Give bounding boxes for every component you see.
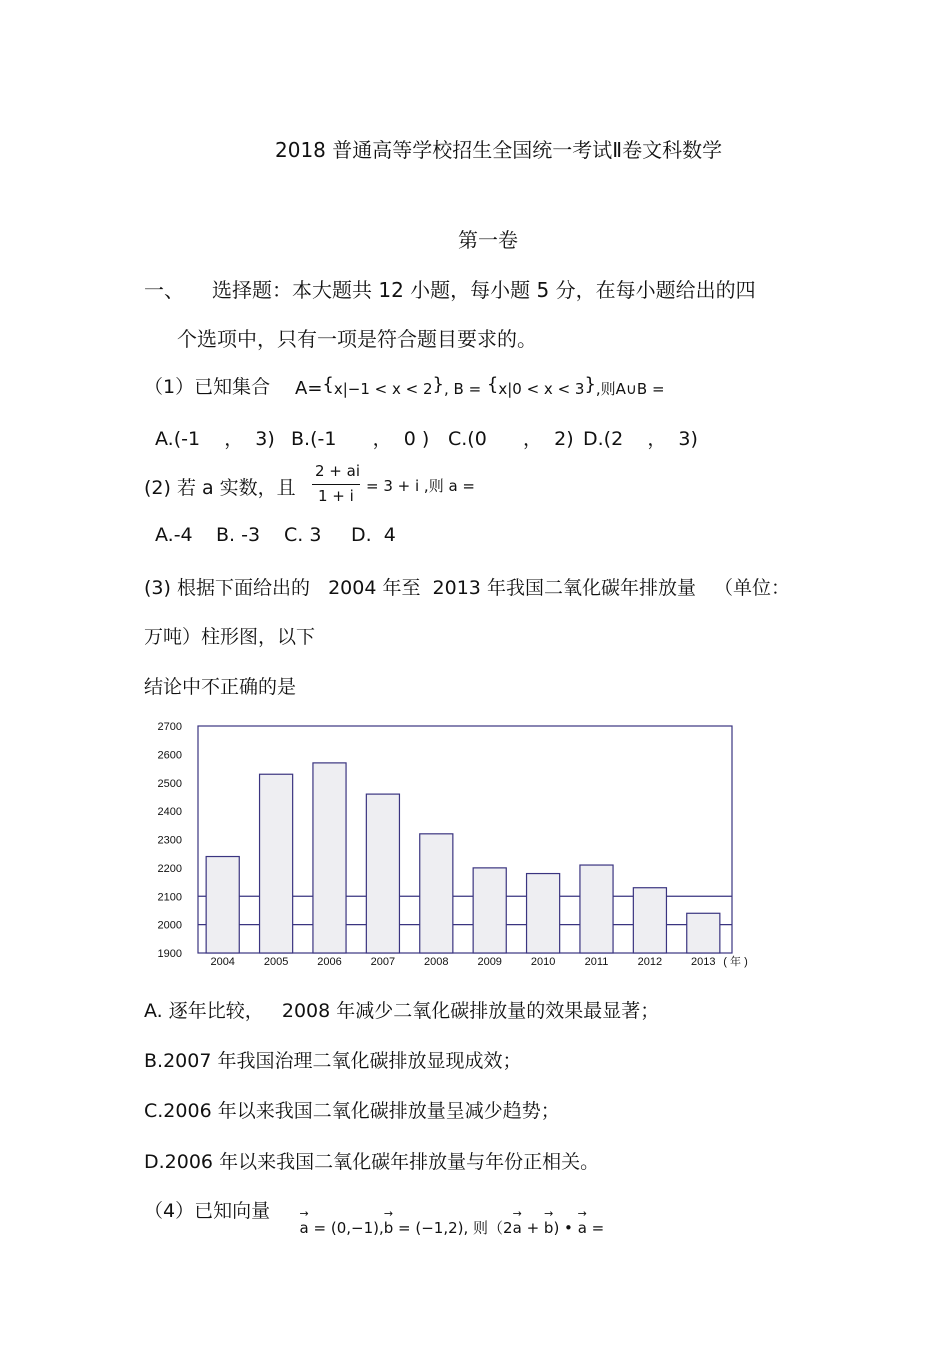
dot-operator: ) •: [553, 1219, 578, 1237]
q1-option-b: B.(-1 ， 0 ): [291, 428, 430, 450]
bar-2012: [633, 888, 666, 953]
volume-heading: 第一卷: [458, 228, 518, 252]
x-tick-label: 2007: [370, 956, 396, 968]
bar-2013: [687, 913, 720, 953]
y-tick-label: 2400: [157, 806, 182, 819]
q2-stem: (2) 若 a 实数，且: [144, 477, 296, 499]
section-number: 一、: [144, 278, 184, 302]
q2-tail: = 3 + i ,则 a =: [366, 477, 475, 495]
y-tick-label: 2700: [157, 721, 182, 733]
q1-set-b-prefix: , B =: [443, 380, 482, 398]
q1-set-a-prefix: A=: [295, 378, 323, 399]
q3-option-a: A. 逐年比较， 2008 年减少二氧化碳排放量的效果最显著；: [144, 1000, 660, 1022]
x-tick-label: 2012: [637, 956, 663, 968]
q1-option-d: D.(2 ， 3): [583, 428, 698, 450]
x-tick-label: 2010: [530, 956, 556, 968]
bar-2006: [313, 763, 346, 953]
q2-option-c: C. 3: [284, 524, 322, 546]
q1-set-b-body: x|0 < x < 3: [498, 380, 585, 398]
q3-option-d: D.2006 年以来我国二氧化碳年排放量与年份正相关。: [144, 1151, 600, 1173]
bar-2004: [206, 857, 239, 953]
plus-sign: +: [521, 1219, 544, 1237]
x-tick-label: 2008: [424, 956, 449, 968]
left-brace-icon: {: [481, 374, 499, 395]
bar-2011: [580, 865, 613, 953]
q3-option-c: C.2006 年以来我国二氧化碳排放量呈减少趋势；: [144, 1100, 560, 1122]
vector-a: → a: [300, 1219, 309, 1237]
x-tick-label: 2005: [263, 956, 289, 968]
q1-tail: ,则A∪B =: [595, 380, 665, 398]
x-tick-label: 2013: [691, 956, 716, 968]
exam-title: 2018 普通高等学校招生全国统一考试Ⅱ卷文科数学: [275, 138, 723, 162]
x-tick-label: 2004: [210, 956, 235, 968]
y-tick-label: 2100: [157, 891, 182, 904]
q3-stem-line1: (3) 根据下面给出的 2004 年至 2013 年我国二氧化碳年排放量 （单位：: [144, 577, 791, 599]
q3-option-b: B.2007 年我国治理二氧化碳排放显现成效；: [144, 1050, 522, 1072]
section-instructions-line2: 个选项中，只有一项是符合题目要求的。: [177, 327, 537, 351]
bar-2009: [473, 868, 506, 953]
fraction-bar: [312, 484, 360, 485]
vector-b: → b: [544, 1219, 554, 1237]
q1-option-a: A.(-1 ， 3): [155, 428, 275, 450]
left-brace-icon: {: [322, 374, 334, 395]
x-tick-label: 2006: [317, 956, 342, 968]
q2-option-d: D. 4: [351, 524, 396, 546]
bar-2008: [420, 834, 453, 953]
equals-sign: =: [586, 1219, 605, 1237]
x-tick-label: 2009: [477, 956, 502, 968]
q2-denominator: 1 + i: [318, 487, 354, 505]
q4-stem: （4）已知向量: [144, 1200, 271, 1222]
right-brace-icon: }: [584, 374, 596, 395]
bar-2005: [260, 774, 293, 953]
y-tick-label: 1900: [157, 948, 182, 960]
vector-b: → b: [384, 1219, 394, 1237]
y-tick-label: 2000: [157, 919, 182, 932]
vector-a: → a: [578, 1219, 587, 1237]
q1-option-c: C.(0 ， 2): [448, 428, 574, 450]
q1-set-a: [295, 374, 665, 399]
bar-2010: [527, 874, 560, 953]
q1-set-a-body: x|−1 < x < 2: [333, 380, 433, 398]
y-tick-label: 2300: [157, 834, 182, 847]
q1-stem: （1）已知集合: [144, 376, 271, 398]
section-instructions-line1: 选择题：本大题共 12 小题，每小题 5 分，在每小题给出的四: [212, 278, 756, 302]
co2-emission-bar-chart: [140, 710, 760, 975]
q2-option-a: A.-4: [155, 524, 193, 546]
q3-stem-line3: 结论中不正确的是: [144, 676, 297, 698]
bar-2007: [366, 794, 399, 953]
x-tick-label: 2011: [584, 956, 609, 968]
y-tick-label: 2500: [157, 777, 182, 790]
q2-option-b: B. -3: [216, 524, 261, 546]
x-axis-unit: ( 年 ): [723, 956, 748, 968]
y-tick-label: 2200: [157, 862, 182, 875]
q4-expression: [290, 1199, 604, 1238]
right-brace-icon: }: [432, 374, 444, 395]
q3-stem-line2: 万吨）柱形图，以下: [144, 626, 316, 648]
vector-a: → a: [513, 1219, 522, 1237]
y-tick-label: 2600: [157, 749, 182, 762]
vector-b-value: = (−1,2), 则（2: [393, 1219, 513, 1237]
q2-fraction: [312, 462, 362, 506]
q2-numerator: 2 + ai: [315, 462, 361, 480]
vector-a-value: = (0,−1),: [308, 1219, 384, 1237]
